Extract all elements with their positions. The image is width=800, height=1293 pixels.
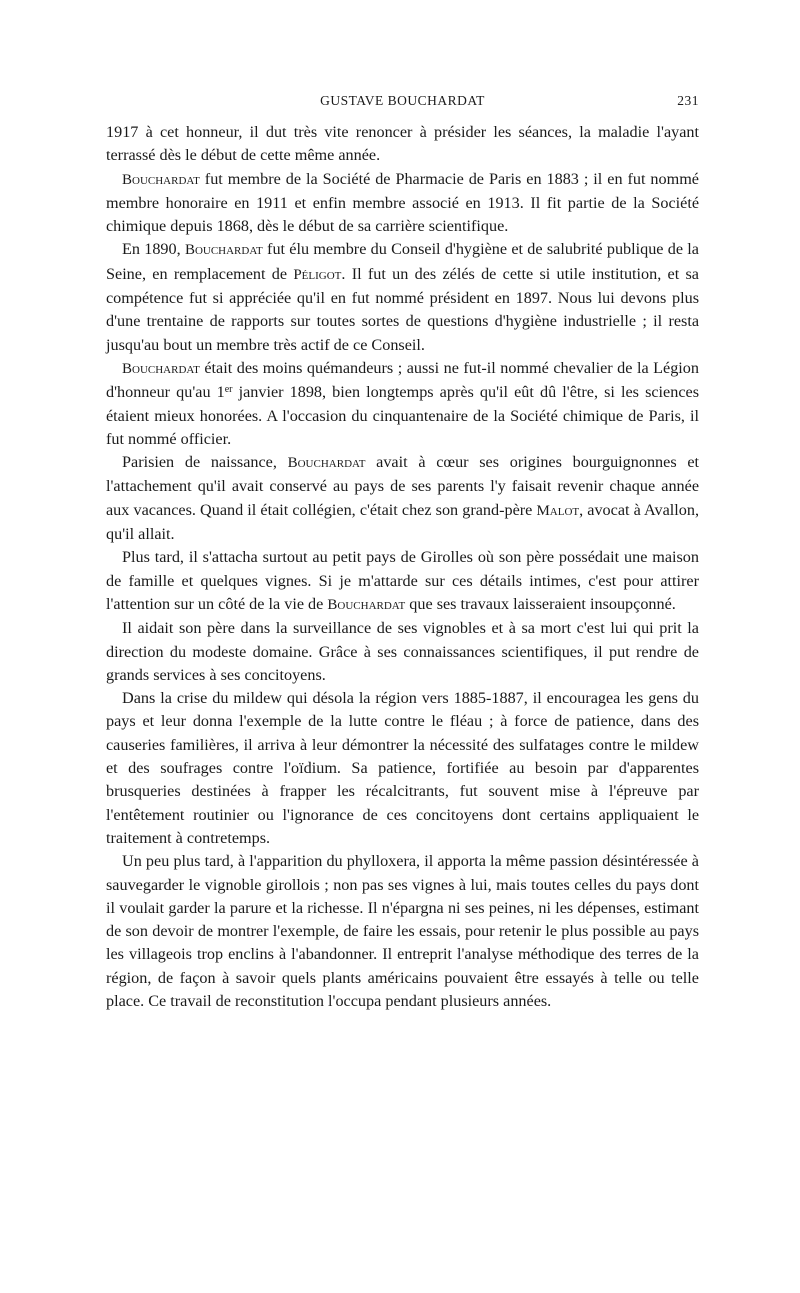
text-run: Un peu plus tard, à l'apparition du phylloxera, il apporta la même passion désintéressée à sauvegarder le vignoble girollois ; non pas ses vignes à lui, mais toutes celles du pays dont il voulait garder la parure et la richesse. Il n'épargna ni ses peines, ni les dépenses, estimant de son devoir de montrer l'exemple, de faire les essais, pour retenir le plus possible au pays les villageois trop enclins à l'abandonner. Il entreprit l'analyse méthodique des terres de la région, de façon à savoir quels plants américains pouvaient être essayés à telle ou telle place. Ce travail de reconstitution l'occupa pendant plusieurs années.	[106, 852, 699, 1010]
small-caps-name: Malot	[536, 502, 580, 519]
text-run: En 1890,	[122, 240, 185, 259]
small-caps-name: Bouchardat	[122, 360, 200, 377]
paragraph	[106, 850, 699, 1013]
small-caps-name: Bouchardat	[122, 171, 200, 188]
small-caps-name: Bouchardat	[327, 596, 406, 613]
small-caps-name: Bouchardat	[287, 455, 366, 472]
text-run: que ses travaux laisseraient insoupçonné.	[405, 594, 676, 613]
running-title: GUSTAVE BOUCHARDAT	[320, 93, 485, 108]
text-run: fut élu membre du Conseil d'hygiène et de salubrité publique de la Seine, en remplacement de	[106, 240, 699, 283]
paragraph	[106, 687, 699, 850]
text-run: 1917 à cet honneur, il dut très vite renoncer à présider les séances, la maladie l'ayant terrassé dès le début de cette même année.	[106, 123, 699, 165]
page-number: 231	[677, 93, 699, 108]
text-run: était des moins quémandeurs ; aussi ne fut-il nommé chevalier de la Légion d'honneur qu'au 1	[106, 358, 699, 402]
small-caps-name: Bouchardat	[184, 242, 263, 259]
text-run: , avocat à Avallon, qu'il allait.	[106, 500, 700, 544]
paragraph	[106, 546, 699, 617]
text-run: Parisien de naissance,	[122, 453, 288, 472]
paragraph	[106, 617, 699, 687]
small-caps-name: Péligot	[293, 266, 342, 283]
paragraph	[106, 451, 699, 546]
running-head	[106, 93, 699, 115]
paragraph	[106, 357, 699, 451]
text-run: janvier 1898, bien longtemps après qu'il eût dû l'être, si les sciences étaient mieux honorées. A l'occasion du cinquantenaire de la Société chimique de Paris, il fut nommé officier.	[106, 383, 700, 448]
text-run: . Il fut un des zélés de cette si utile institution, et sa compétence fut si appréciée qu'il en fut nommé président en 1897. Nous lui devons plus d'une trentaine de rapports sur toutes sortes de questions d'hygiène industrielle ; il resta jusqu'au bout un membre très actif de ce Conseil.	[106, 264, 699, 354]
text-run: Plus tard, il s'attacha surtout au petit pays de Girolles où son père possédait une maison de famille et quelques vignes. Si je m'attarde sur ces détails intimes, c'est pour attirer l'attention sur un côté de la vie de	[106, 548, 699, 613]
text-run: Il aidait son père dans la surveillance de ses vignobles et à sa mort c'est lui qui prit la direction du modeste domaine. Grâce à ses connaissances scientifiques, il put rendre de grands services à ses concitoyens.	[106, 619, 699, 684]
superscript: er	[224, 384, 233, 396]
paragraph	[106, 238, 699, 356]
body-text	[106, 121, 699, 1013]
text-run: fut membre de la Société de Pharmacie de Paris en 1883 ; il en fut nommé membre honoraire en 1911 et enfin membre associé en 1913. Il fit partie de la Société chimique depuis 1868, dès le début de sa carrière scientifique.	[106, 169, 699, 236]
text-run: avait à cœur ses origines bourguignonnes et l'attachement qu'il avait conservé au pays de ses parents l'y faisait revenir chaque année aux vacances. Quand il était collégien, c'était chez son grand-père	[106, 453, 700, 519]
paragraph	[106, 168, 699, 239]
paragraph	[106, 121, 699, 168]
book-page	[106, 93, 699, 1013]
text-run: Dans la crise du mildew qui désola la région vers 1885-1887, il encouragea les gens du pays et leur donna l'exemple de la lutte contre le fléau ; à force de patience, dans des causeries familières, il arriva à leur démontrer la nécessité des sulfatages contre le mildew et des soufrages contre l'oïdium. Sa patience, fortifiée au besoin par d'apparentes brusqueries destinées à frapper les récalcitrants, fut souvent mise à l'épreuve par l'entêtement routinier ou l'ignorance de ces concitoyens dont certains appliquaient le traitement à contretemps.	[106, 689, 699, 847]
